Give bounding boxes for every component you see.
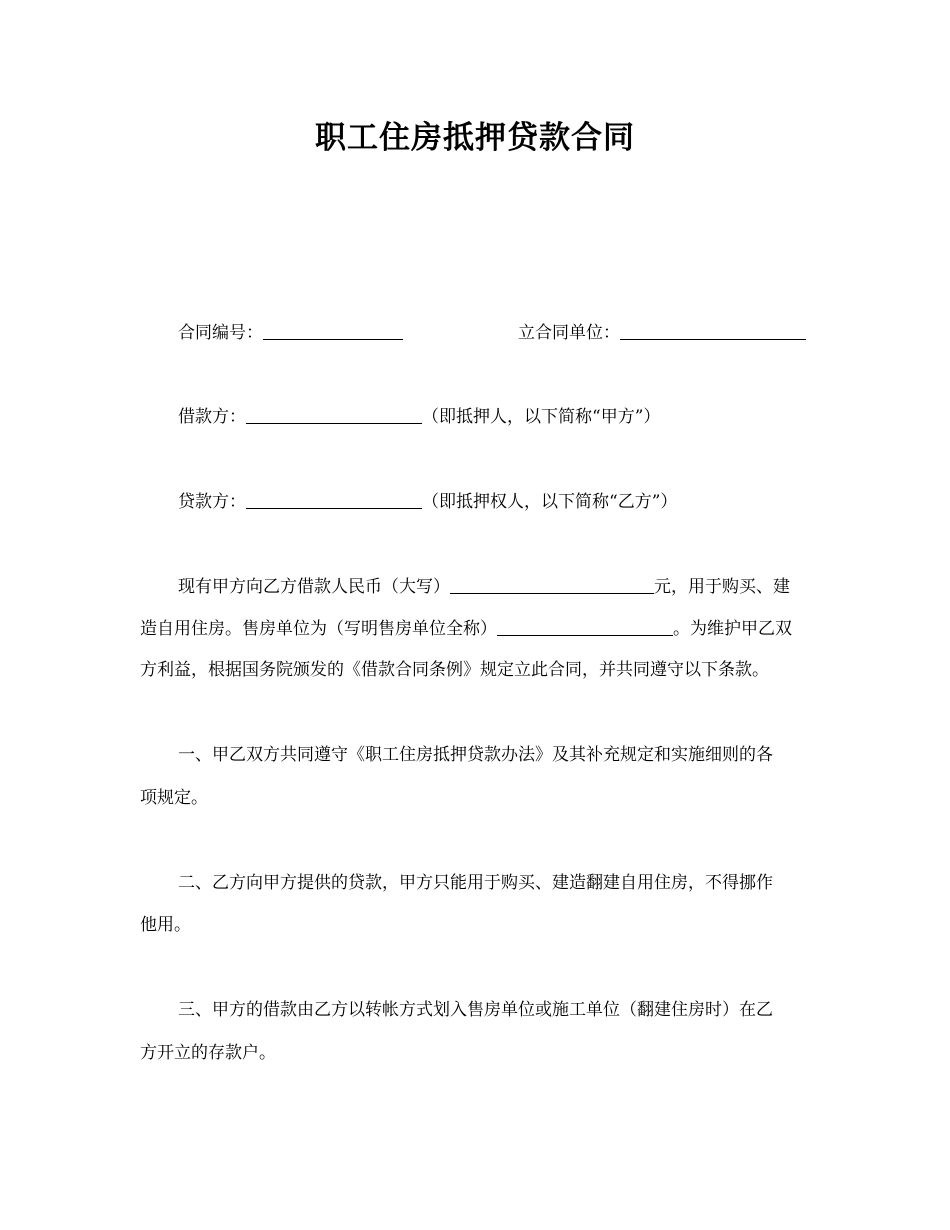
intro-line-1	[178, 575, 790, 598]
lender-label: 贷款方：	[178, 492, 246, 512]
intro-line-3: 方利益，根据国务院颁发的《借款合同条例》规定立此合同，并共同遵守以下条款。	[140, 660, 769, 680]
lender-line	[178, 490, 677, 513]
lender-blank	[246, 490, 422, 509]
intro-text-2a: 造自用住房。售房单位为（写明售房单位全称）	[140, 619, 497, 639]
contract-unit-label: 立合同单位：	[518, 323, 620, 343]
clause-3-line-2: 方开立的存款户。	[140, 1043, 276, 1063]
borrower-note: （即抵押人，以下简称“甲方”）	[422, 407, 661, 427]
borrower-label: 借款方：	[178, 407, 246, 427]
borrower-blank	[246, 405, 422, 424]
clause-1-line-1: 一、甲乙双方共同遵守《职工住房抵押贷款办法》及其补充规定和实施细则的各	[178, 745, 773, 765]
borrower-line	[178, 405, 660, 428]
document-title: 职工住房抵押贷款合同	[315, 120, 635, 156]
loan-amount-blank	[450, 575, 654, 594]
seller-name-blank	[497, 617, 673, 636]
intro-text-1b: 元，用于购买、建	[654, 577, 790, 597]
clause-2-line-2: 他用。	[140, 915, 191, 935]
contract-number-label: 合同编号：	[178, 323, 263, 343]
clause-3-line-1: 三、甲方的借款由乙方以转帐方式划入售房单位或施工单位（翻建住房时）在乙	[178, 1000, 773, 1020]
contract-number-blank	[263, 321, 403, 340]
contract-unit-blank	[620, 321, 806, 340]
contract-number-line	[178, 321, 403, 344]
intro-text-1a: 现有甲方向乙方借款人民币（大写）	[178, 577, 450, 597]
clause-1-line-2: 项规定。	[140, 788, 208, 808]
clause-2-line-1: 二、乙方向甲方提供的贷款，甲方只能用于购买、建造翻建自用住房，不得挪作	[178, 873, 773, 893]
contract-unit-line	[518, 321, 806, 344]
lender-note: （即抵押权人，以下简称“乙方”）	[422, 492, 678, 512]
intro-line-2	[140, 617, 792, 640]
intro-text-2b: 。为维护甲乙双	[673, 619, 792, 639]
